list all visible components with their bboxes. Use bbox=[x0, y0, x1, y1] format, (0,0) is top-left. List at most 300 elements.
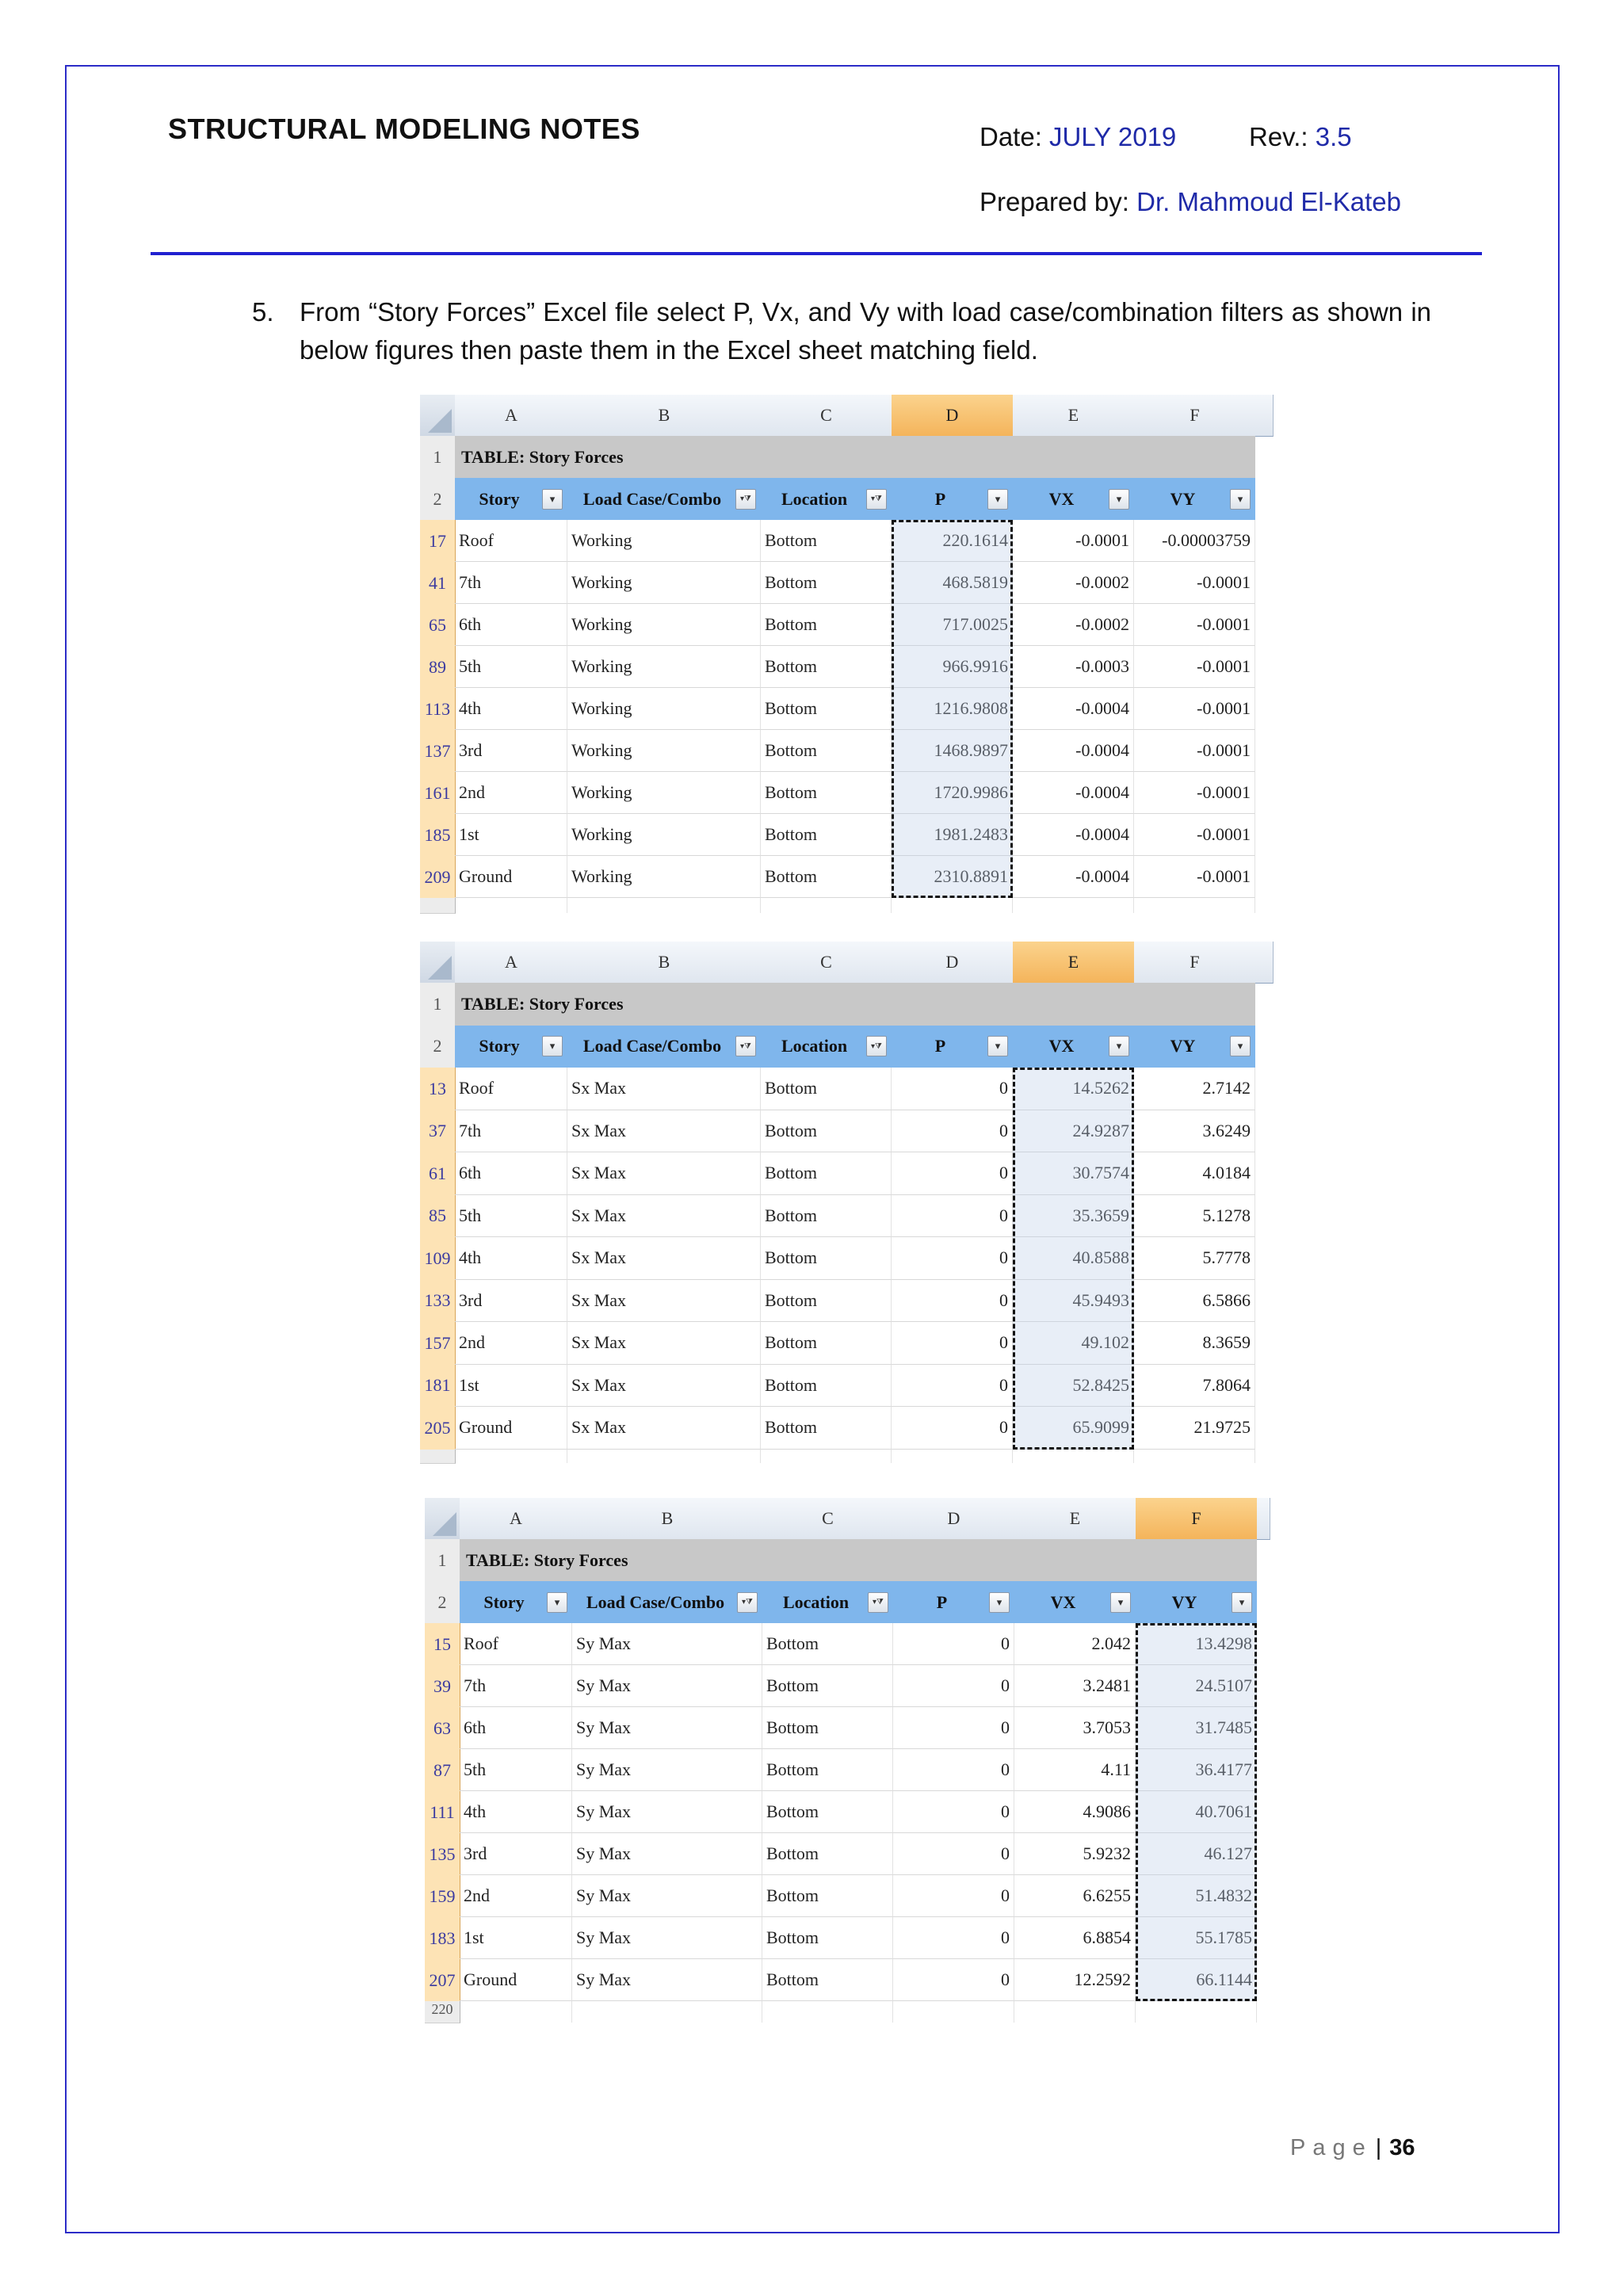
filter-header-row bbox=[455, 478, 1255, 520]
table-cell-story[interactable]: 7th bbox=[460, 1665, 572, 1707]
column-title: VX bbox=[1048, 1036, 1075, 1056]
table-cell-story[interactable]: 7th bbox=[455, 1110, 567, 1153]
table-cell-story[interactable]: 1st bbox=[460, 1917, 572, 1959]
column-title: VX bbox=[1048, 488, 1075, 509]
table-cell-vx[interactable]: 6.6255 bbox=[1014, 1875, 1136, 1917]
table-cell-case[interactable]: Working bbox=[567, 562, 761, 604]
select-all-corner[interactable] bbox=[420, 395, 456, 437]
table-cell-vy[interactable]: 3.6249 bbox=[1134, 1110, 1255, 1153]
filter-dropdown-icon[interactable]: ▾ bbox=[1232, 1592, 1252, 1613]
table-cell-case[interactable]: Sx Max bbox=[567, 1365, 761, 1408]
header-rule bbox=[151, 252, 1482, 255]
table-cell-story[interactable]: 7th bbox=[455, 562, 567, 604]
filter-dropdown-icon[interactable]: ▾⧩ bbox=[735, 1036, 756, 1056]
table-cell-vx[interactable]: 40.8588 bbox=[1013, 1237, 1134, 1280]
table-cell-vy[interactable]: 40.7061 bbox=[1136, 1791, 1257, 1833]
table-cell-case[interactable]: Sx Max bbox=[567, 1407, 761, 1450]
table-cell-vy[interactable]: 13.4298 bbox=[1136, 1623, 1257, 1665]
row-number: 2 bbox=[425, 1581, 460, 1624]
filter-dropdown-icon[interactable]: ▾ bbox=[1109, 489, 1129, 510]
filter-dropdown-icon[interactable]: ▾⧩ bbox=[737, 1592, 758, 1613]
table-cell-loc[interactable]: Bottom bbox=[762, 1623, 893, 1665]
filter-dropdown-icon[interactable]: ▾⧩ bbox=[735, 489, 756, 510]
table-cell-empty bbox=[1134, 1450, 1255, 1464]
table-cell-story[interactable]: 5th bbox=[455, 1195, 567, 1238]
document-title: STRUCTURAL MODELING NOTES bbox=[168, 113, 640, 145]
table-cell-empty bbox=[761, 1450, 892, 1464]
table-cell-loc[interactable]: Bottom bbox=[761, 604, 892, 646]
table-cell-p[interactable]: 1720.9986 bbox=[892, 772, 1013, 814]
table-cell-case[interactable]: Sy Max bbox=[572, 1707, 762, 1749]
table-cell-empty bbox=[1134, 898, 1255, 913]
table-cell-case[interactable]: Sy Max bbox=[572, 1623, 762, 1665]
table-cell-vy[interactable]: 46.127 bbox=[1136, 1833, 1257, 1875]
column-title: Story bbox=[479, 1036, 520, 1056]
table-cell-loc[interactable]: Bottom bbox=[761, 730, 892, 772]
column-header-filler bbox=[1257, 1498, 1270, 1540]
table-cell-case[interactable]: Working bbox=[567, 730, 761, 772]
table-cell-p[interactable]: 2310.8891 bbox=[892, 856, 1013, 898]
column-header-a[interactable]: A bbox=[455, 395, 568, 437]
table-cell-vx[interactable]: 45.9493 bbox=[1013, 1280, 1134, 1323]
table-cell-vy[interactable]: -0.00003759 bbox=[1134, 520, 1255, 562]
row-number: 161 bbox=[420, 772, 456, 815]
table-cell-case[interactable]: Working bbox=[567, 856, 761, 898]
table-cell-p[interactable]: 0 bbox=[893, 1917, 1014, 1959]
row-number: 61 bbox=[420, 1152, 456, 1196]
row-number: 87 bbox=[425, 1749, 460, 1792]
table-cell-empty bbox=[893, 2001, 1014, 2023]
table-cell-p[interactable]: 1981.2483 bbox=[892, 814, 1013, 856]
table-cell-story[interactable]: 4th bbox=[460, 1791, 572, 1833]
table-cell-vx[interactable]: 30.7574 bbox=[1013, 1152, 1134, 1195]
table-cell-vy[interactable]: -0.0001 bbox=[1134, 730, 1255, 772]
column-header-f[interactable]: F bbox=[1134, 395, 1256, 437]
table-cell-story[interactable]: 3rd bbox=[455, 730, 567, 772]
table-cell-vy[interactable]: -0.0001 bbox=[1134, 646, 1255, 688]
row-number: 159 bbox=[425, 1875, 460, 1918]
table-cell-case[interactable]: Working bbox=[567, 814, 761, 856]
row-number: 220 bbox=[425, 2001, 460, 2023]
table-cell-loc[interactable]: Bottom bbox=[761, 562, 892, 604]
column-title: P bbox=[934, 1036, 946, 1056]
selection-highlight bbox=[1136, 1623, 1257, 2001]
table-cell-p[interactable]: 0 bbox=[892, 1280, 1013, 1323]
table-cell-vy[interactable]: 4.0184 bbox=[1134, 1152, 1255, 1195]
column-header-e[interactable]: E bbox=[1013, 395, 1135, 437]
table-cell-vy[interactable]: 51.4832 bbox=[1136, 1875, 1257, 1917]
row-number bbox=[420, 1450, 456, 1465]
table-cell-vx[interactable]: -0.0003 bbox=[1013, 646, 1134, 688]
table-cell-p[interactable]: 0 bbox=[893, 1623, 1014, 1665]
row-number: 183 bbox=[425, 1917, 460, 1960]
table-cell-story[interactable]: 4th bbox=[455, 1237, 567, 1280]
table-cell-vx[interactable]: 3.7053 bbox=[1014, 1707, 1136, 1749]
table-cell-p[interactable]: 220.1614 bbox=[892, 520, 1013, 562]
select-all-corner[interactable] bbox=[420, 942, 456, 984]
table-cell-vx[interactable]: 24.9287 bbox=[1013, 1110, 1134, 1153]
table-cell-p[interactable]: 1468.9897 bbox=[892, 730, 1013, 772]
table-cell-loc[interactable]: Bottom bbox=[761, 646, 892, 688]
column-title: VY bbox=[1170, 488, 1196, 509]
table-cell-p[interactable]: 0 bbox=[893, 1707, 1014, 1749]
table-cell-loc[interactable]: Bottom bbox=[761, 1068, 892, 1110]
column-title: Location bbox=[781, 488, 848, 509]
table-cell-loc[interactable]: Bottom bbox=[762, 1917, 893, 1959]
table-cell-vx[interactable]: -0.0002 bbox=[1013, 604, 1134, 646]
row-number: 15 bbox=[425, 1623, 460, 1666]
row-number: 37 bbox=[420, 1110, 456, 1154]
row-number: 85 bbox=[420, 1195, 456, 1239]
column-title: Load Case/Combo bbox=[582, 488, 722, 509]
table-cell-p[interactable]: 0 bbox=[893, 1959, 1014, 2001]
table-cell-case[interactable]: Sy Max bbox=[572, 1791, 762, 1833]
table-cell-vy[interactable]: 66.1144 bbox=[1136, 1959, 1257, 2001]
filter-dropdown-icon[interactable]: ▾ bbox=[987, 489, 1008, 510]
table-cell-p[interactable]: 0 bbox=[892, 1322, 1013, 1365]
page-separator: | bbox=[1375, 2135, 1382, 2160]
row-number: 1 bbox=[420, 983, 456, 1026]
column-title: P bbox=[936, 1591, 948, 1612]
column-header-a[interactable]: A bbox=[455, 942, 568, 984]
column-header-a[interactable]: A bbox=[460, 1498, 573, 1540]
table-cell-case[interactable]: Working bbox=[567, 688, 761, 730]
row-number: 2 bbox=[420, 1026, 456, 1069]
table-cell-vy[interactable]: -0.0001 bbox=[1134, 772, 1255, 814]
table-cell-loc[interactable]: Bottom bbox=[762, 1665, 893, 1707]
table-cell-story[interactable]: 2nd bbox=[455, 1322, 567, 1365]
table-cell-p[interactable]: 1216.9808 bbox=[892, 688, 1013, 730]
table-cell-loc[interactable]: Bottom bbox=[761, 1110, 892, 1153]
selection-highlight bbox=[1013, 1068, 1134, 1450]
table-cell-story[interactable]: 6th bbox=[460, 1707, 572, 1749]
table-cell-p[interactable]: 0 bbox=[893, 1749, 1014, 1791]
table-cell-p[interactable]: 0 bbox=[893, 1791, 1014, 1833]
column-header-e[interactable]: E bbox=[1014, 1498, 1136, 1540]
table-cell-vy[interactable]: 2.7142 bbox=[1134, 1068, 1255, 1110]
row-number: 1 bbox=[425, 1539, 460, 1582]
table-cell-empty bbox=[1013, 898, 1134, 913]
table-cell-story[interactable]: 3rd bbox=[455, 1280, 567, 1323]
table-cell-case[interactable]: Sx Max bbox=[567, 1280, 761, 1323]
table-cell-story[interactable]: 5th bbox=[455, 646, 567, 688]
date-label: Date: bbox=[980, 122, 1042, 151]
column-header-b[interactable]: B bbox=[567, 395, 762, 437]
filter-dropdown-icon[interactable]: ▾ bbox=[542, 1036, 563, 1056]
column-title: Story bbox=[483, 1591, 525, 1612]
table-cell-empty bbox=[1013, 1450, 1134, 1464]
table-cell-p[interactable]: 717.0025 bbox=[892, 604, 1013, 646]
table-cell-vy[interactable]: 31.7485 bbox=[1136, 1707, 1257, 1749]
table-cell-case[interactable]: Sy Max bbox=[572, 1833, 762, 1875]
table-cell-loc[interactable]: Bottom bbox=[761, 1237, 892, 1280]
table-cell-case[interactable]: Sy Max bbox=[572, 1749, 762, 1791]
filter-dropdown-icon[interactable]: ▾ bbox=[547, 1592, 567, 1613]
column-title: Story bbox=[479, 488, 520, 509]
table-cell-loc[interactable]: Bottom bbox=[762, 1707, 893, 1749]
table-cell-story[interactable]: 3rd bbox=[460, 1833, 572, 1875]
column-header-c[interactable]: C bbox=[761, 942, 892, 984]
table-cell-loc[interactable]: Bottom bbox=[761, 1365, 892, 1408]
row-number: 137 bbox=[420, 730, 456, 773]
table-cell-case[interactable]: Working bbox=[567, 772, 761, 814]
column-title: Load Case/Combo bbox=[586, 1591, 725, 1612]
filter-dropdown-icon[interactable]: ▾ bbox=[1110, 1592, 1131, 1613]
table-cell-story[interactable]: 1st bbox=[455, 1365, 567, 1408]
table-cell-vy[interactable]: -0.0001 bbox=[1134, 856, 1255, 898]
row-number: 2 bbox=[420, 478, 456, 521]
row-number: 63 bbox=[425, 1707, 460, 1750]
table-cell-vx[interactable]: 4.9086 bbox=[1014, 1791, 1136, 1833]
excel-screenshot-p bbox=[420, 395, 1273, 913]
table-cell-story[interactable]: 5th bbox=[460, 1749, 572, 1791]
table-cell-vx[interactable]: -0.0004 bbox=[1013, 688, 1134, 730]
table-cell-vy[interactable]: -0.0001 bbox=[1134, 562, 1255, 604]
filter-dropdown-icon[interactable]: ▾ bbox=[542, 489, 563, 510]
page-footer bbox=[1290, 2135, 1415, 2161]
filter-dropdown-icon[interactable]: ▾⧩ bbox=[866, 1036, 887, 1056]
table-cell-loc[interactable]: Bottom bbox=[761, 1152, 892, 1195]
table-cell-case[interactable]: Sx Max bbox=[567, 1237, 761, 1280]
table-cell-case[interactable]: Sx Max bbox=[567, 1152, 761, 1195]
table-cell-vy[interactable]: 7.8064 bbox=[1134, 1365, 1255, 1408]
column-title: Location bbox=[781, 1036, 848, 1056]
table-cell-vy[interactable]: 5.1278 bbox=[1134, 1195, 1255, 1238]
table-cell-p[interactable]: 0 bbox=[892, 1237, 1013, 1280]
page-word: Page bbox=[1290, 2135, 1373, 2160]
excel-screenshot-vx bbox=[420, 942, 1273, 1463]
filter-header-row bbox=[460, 1581, 1257, 1623]
table-cell-loc[interactable]: Bottom bbox=[762, 1833, 893, 1875]
table-cell-loc[interactable]: Bottom bbox=[761, 1280, 892, 1323]
column-header-c[interactable]: C bbox=[761, 395, 892, 437]
column-title: VY bbox=[1170, 1036, 1196, 1056]
table-cell-loc[interactable]: Bottom bbox=[761, 688, 892, 730]
column-header-d[interactable]: D bbox=[892, 942, 1014, 984]
table-cell-loc[interactable]: Bottom bbox=[762, 1749, 893, 1791]
table-cell-empty bbox=[761, 898, 892, 913]
table-cell-story[interactable]: 6th bbox=[455, 1152, 567, 1195]
table-cell-story[interactable]: Ground bbox=[455, 1407, 567, 1450]
table-cell-vy[interactable]: 36.4177 bbox=[1136, 1749, 1257, 1791]
table-cell-loc[interactable]: Bottom bbox=[762, 1791, 893, 1833]
table-cell-story[interactable]: 1st bbox=[455, 814, 567, 856]
row-number: 185 bbox=[420, 814, 456, 857]
table-cell-p[interactable]: 966.9916 bbox=[892, 646, 1013, 688]
table-cell-vx[interactable]: 14.5262 bbox=[1013, 1068, 1134, 1110]
table-cell-story[interactable]: Roof bbox=[460, 1623, 572, 1665]
table-cell-story[interactable]: Roof bbox=[455, 520, 567, 562]
revision-label: Rev.: bbox=[1249, 122, 1308, 151]
row-number: 109 bbox=[420, 1237, 456, 1281]
row-number: 181 bbox=[420, 1365, 456, 1408]
step-number: 5. bbox=[252, 297, 274, 327]
column-header-b[interactable]: B bbox=[567, 942, 762, 984]
prepared-by-line bbox=[980, 187, 1401, 217]
table-cell-p[interactable]: 0 bbox=[892, 1068, 1013, 1110]
revision-value: 3.5 bbox=[1315, 122, 1352, 151]
table-cell-loc[interactable]: Bottom bbox=[761, 1322, 892, 1365]
table-cell-vx[interactable]: 6.8854 bbox=[1014, 1917, 1136, 1959]
table-cell-vy[interactable]: 55.1785 bbox=[1136, 1917, 1257, 1959]
table-cell-loc[interactable]: Bottom bbox=[762, 1875, 893, 1917]
step-text: From “Story Forces” Excel file select P, Vx, and Vy with load case/combination filters as shown in below figures then paste them in the Excel sheet matching field. bbox=[300, 297, 1431, 365]
table-title: TABLE: Story Forces bbox=[455, 983, 1255, 1026]
date-value: JULY 2019 bbox=[1049, 122, 1177, 151]
table-cell-vx[interactable]: -0.0004 bbox=[1013, 772, 1134, 814]
column-title: VY bbox=[1171, 1591, 1197, 1612]
table-cell-vx[interactable]: 52.8425 bbox=[1013, 1365, 1134, 1408]
filter-dropdown-icon[interactable]: ▾⧩ bbox=[866, 489, 887, 510]
row-number: 207 bbox=[425, 1959, 460, 2002]
table-cell-case[interactable]: Sx Max bbox=[567, 1195, 761, 1238]
table-cell-p[interactable]: 0 bbox=[892, 1407, 1013, 1450]
table-title: TABLE: Story Forces bbox=[455, 436, 1255, 478]
row-number: 133 bbox=[420, 1280, 456, 1324]
table-cell-empty bbox=[567, 1450, 761, 1464]
table-cell-case[interactable]: Sy Max bbox=[572, 1875, 762, 1917]
table-cell-case[interactable]: Sx Max bbox=[567, 1068, 761, 1110]
column-header-e[interactable]: E bbox=[1013, 942, 1135, 984]
table-cell-p[interactable]: 0 bbox=[893, 1665, 1014, 1707]
table-cell-empty bbox=[762, 2001, 893, 2023]
table-cell-vx[interactable]: -0.0004 bbox=[1013, 856, 1134, 898]
filter-dropdown-icon[interactable]: ▾ bbox=[987, 1036, 1008, 1056]
table-cell-p[interactable]: 0 bbox=[893, 1875, 1014, 1917]
filter-dropdown-icon[interactable]: ▾ bbox=[989, 1592, 1010, 1613]
select-all-corner[interactable] bbox=[425, 1498, 460, 1540]
page-number: 36 bbox=[1389, 2135, 1415, 2160]
table-cell-empty bbox=[460, 2001, 572, 2023]
filter-header-row bbox=[455, 1026, 1255, 1068]
table-cell-loc[interactable]: Bottom bbox=[761, 772, 892, 814]
row-number: 1 bbox=[420, 436, 456, 479]
column-title: Load Case/Combo bbox=[582, 1036, 722, 1056]
row-number: 135 bbox=[425, 1833, 460, 1876]
table-cell-empty bbox=[572, 2001, 762, 2023]
table-cell-loc[interactable]: Bottom bbox=[761, 1195, 892, 1238]
table-cell-case[interactable]: Sx Max bbox=[567, 1110, 761, 1153]
table-cell-vx[interactable]: 3.2481 bbox=[1014, 1665, 1136, 1707]
table-cell-story[interactable]: Ground bbox=[460, 1959, 572, 2001]
table-cell-vx[interactable]: 5.9232 bbox=[1014, 1833, 1136, 1875]
column-header-filler bbox=[1255, 942, 1274, 984]
table-title: TABLE: Story Forces bbox=[460, 1539, 1257, 1581]
column-header-b[interactable]: B bbox=[572, 1498, 763, 1540]
table-cell-vy[interactable]: 24.5107 bbox=[1136, 1665, 1257, 1707]
table-cell-loc[interactable]: Bottom bbox=[761, 1407, 892, 1450]
table-cell-vy[interactable]: 6.5866 bbox=[1134, 1280, 1255, 1323]
table-cell-empty bbox=[567, 898, 761, 913]
row-number: 89 bbox=[420, 646, 456, 689]
table-cell-empty bbox=[455, 898, 567, 913]
table-cell-p[interactable]: 0 bbox=[892, 1195, 1013, 1238]
table-cell-empty bbox=[455, 1450, 567, 1464]
table-cell-story[interactable]: Roof bbox=[455, 1068, 567, 1110]
table-cell-vx[interactable]: 12.2592 bbox=[1014, 1959, 1136, 2001]
table-cell-vx[interactable]: 65.9099 bbox=[1013, 1407, 1134, 1450]
column-header-d[interactable]: D bbox=[892, 395, 1014, 437]
table-cell-story[interactable]: 2nd bbox=[460, 1875, 572, 1917]
filter-dropdown-icon[interactable]: ▾ bbox=[1109, 1036, 1129, 1056]
column-title: Location bbox=[782, 1591, 850, 1612]
row-number: 39 bbox=[425, 1665, 460, 1708]
table-cell-vy[interactable]: -0.0001 bbox=[1134, 814, 1255, 856]
row-number: 157 bbox=[420, 1322, 456, 1366]
table-cell-loc[interactable]: Bottom bbox=[761, 814, 892, 856]
table-cell-loc[interactable]: Bottom bbox=[761, 520, 892, 562]
excel-screenshot-vy bbox=[425, 1498, 1270, 2023]
table-cell-vx[interactable]: 49.102 bbox=[1013, 1322, 1134, 1365]
filter-dropdown-icon[interactable]: ▾ bbox=[1230, 1036, 1251, 1056]
table-cell-empty bbox=[892, 1450, 1013, 1464]
column-header-d[interactable]: D bbox=[893, 1498, 1015, 1540]
table-cell-p[interactable]: 0 bbox=[892, 1152, 1013, 1195]
row-number bbox=[420, 898, 456, 914]
table-cell-vx[interactable]: 35.3659 bbox=[1013, 1195, 1134, 1238]
row-number: 17 bbox=[420, 520, 456, 563]
column-title: VX bbox=[1050, 1591, 1076, 1612]
column-header-f[interactable]: F bbox=[1134, 942, 1256, 984]
filter-dropdown-icon[interactable]: ▾⧩ bbox=[868, 1592, 888, 1613]
table-cell-vy[interactable]: -0.0001 bbox=[1134, 604, 1255, 646]
table-cell-case[interactable]: Working bbox=[567, 604, 761, 646]
table-cell-vx[interactable]: -0.0001 bbox=[1013, 520, 1134, 562]
table-cell-case[interactable]: Sy Max bbox=[572, 1959, 762, 2001]
table-cell-empty bbox=[892, 898, 1013, 913]
table-cell-vx[interactable]: -0.0004 bbox=[1013, 814, 1134, 856]
prepared-label: Prepared by: bbox=[980, 187, 1129, 216]
column-title: P bbox=[934, 488, 946, 509]
table-cell-story[interactable]: 4th bbox=[455, 688, 567, 730]
table-cell-vy[interactable]: 21.9725 bbox=[1134, 1407, 1255, 1450]
table-cell-vx[interactable]: 2.042 bbox=[1014, 1623, 1136, 1665]
table-cell-p[interactable]: 0 bbox=[892, 1365, 1013, 1408]
table-cell-story[interactable]: Ground bbox=[455, 856, 567, 898]
column-header-f[interactable]: F bbox=[1136, 1498, 1258, 1540]
revision-line bbox=[1249, 122, 1352, 152]
table-cell-vy[interactable]: 5.7778 bbox=[1134, 1237, 1255, 1280]
table-cell-case[interactable]: Sy Max bbox=[572, 1917, 762, 1959]
selection-highlight bbox=[892, 520, 1013, 898]
table-cell-case[interactable]: Sy Max bbox=[572, 1665, 762, 1707]
table-cell-case[interactable]: Sx Max bbox=[567, 1322, 761, 1365]
table-cell-p[interactable]: 468.5819 bbox=[892, 562, 1013, 604]
filter-dropdown-icon[interactable]: ▾ bbox=[1230, 489, 1251, 510]
table-cell-p[interactable]: 0 bbox=[892, 1110, 1013, 1153]
table-cell-loc[interactable]: Bottom bbox=[761, 856, 892, 898]
table-cell-p[interactable]: 0 bbox=[893, 1833, 1014, 1875]
row-number: 113 bbox=[420, 688, 456, 731]
table-cell-empty bbox=[1136, 2001, 1257, 2023]
date-line bbox=[980, 122, 1176, 152]
table-cell-story[interactable]: 6th bbox=[455, 604, 567, 646]
table-cell-empty bbox=[1014, 2001, 1136, 2023]
table-cell-vy[interactable]: 8.3659 bbox=[1134, 1322, 1255, 1365]
column-header-c[interactable]: C bbox=[762, 1498, 894, 1540]
table-cell-vy[interactable]: -0.0001 bbox=[1134, 688, 1255, 730]
table-cell-loc[interactable]: Bottom bbox=[762, 1959, 893, 2001]
row-number: 111 bbox=[425, 1791, 460, 1834]
table-cell-case[interactable]: Working bbox=[567, 646, 761, 688]
table-cell-vx[interactable]: -0.0002 bbox=[1013, 562, 1134, 604]
row-number: 209 bbox=[420, 856, 456, 899]
table-cell-story[interactable]: 2nd bbox=[455, 772, 567, 814]
table-cell-vx[interactable]: -0.0004 bbox=[1013, 730, 1134, 772]
table-cell-case[interactable]: Working bbox=[567, 520, 761, 562]
table-cell-vx[interactable]: 4.11 bbox=[1014, 1749, 1136, 1791]
row-number: 41 bbox=[420, 562, 456, 605]
